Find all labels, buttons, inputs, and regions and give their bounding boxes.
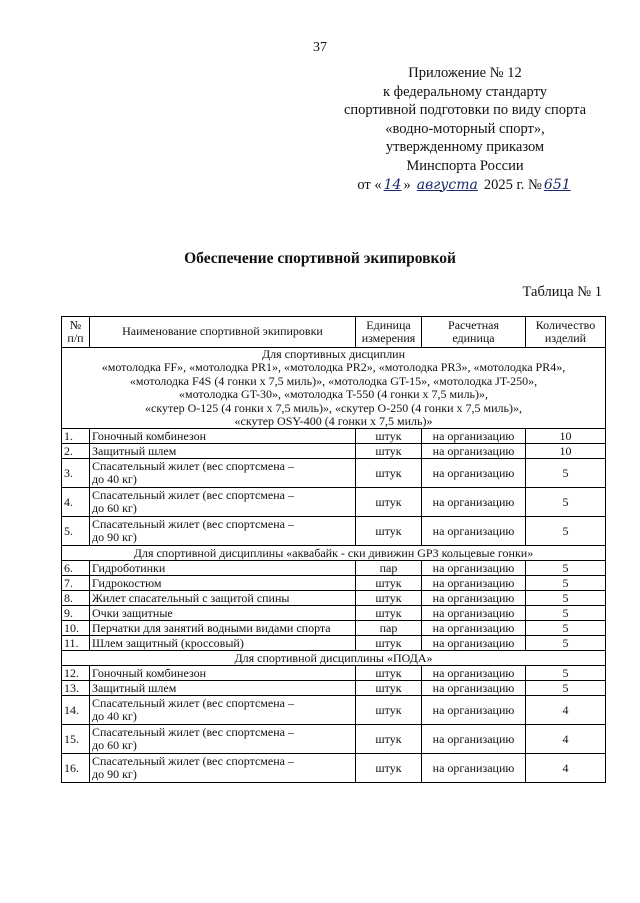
- unit-of-measure: штук: [356, 681, 422, 696]
- equipment-table: [61, 316, 606, 783]
- quantity: 5: [526, 621, 606, 636]
- row-number: 13.: [62, 681, 90, 696]
- section-title: Для спортивных дисциплин «мотолодка FF», «мотолодка PR1», «мотолодка PR2», «мотолодка PR3», «мотолодка PR4», «мотолодка F4S (4 гонки х 7,5 миль)», «мотолодка GT-15», «мотолодка JT-250», «мотолодка GT-30», «мотолодка T-550 (4 гонки х 7,5 миль)», «скутер O-125 (4 гонки х 7,5 миль)», «скутер O-250 (4 гонки х 7,5 миль)», «скутер OSY-400 (4 гонки х 7,5 миль)»: [62, 348, 606, 429]
- quantity: 4: [526, 725, 606, 754]
- table-row: [62, 444, 606, 459]
- equipment-name: Гидрокостюм: [90, 576, 356, 591]
- equipment-name: Шлем защитный (кроссовый): [90, 636, 356, 651]
- table-row: [62, 681, 606, 696]
- header-unit: Единица измерения: [356, 317, 422, 348]
- row-number: 9.: [62, 606, 90, 621]
- calculation-unit: на организацию: [422, 666, 526, 681]
- table-row: [62, 459, 606, 488]
- calculation-unit: на организацию: [422, 696, 526, 725]
- quantity: 5: [526, 606, 606, 621]
- calculation-unit: на организацию: [422, 636, 526, 651]
- row-number: 8.: [62, 591, 90, 606]
- unit-of-measure: штук: [356, 636, 422, 651]
- row-number: 14.: [62, 696, 90, 725]
- equipment-name: Спасательный жилет (вес спортсмена – до 60 кг): [90, 488, 356, 517]
- row-number: 6.: [62, 561, 90, 576]
- section-title: Для спортивной дисциплины «аквабайк - ски дивижин GP3 кольцевые гонки»: [62, 546, 606, 561]
- calculation-unit: на организацию: [422, 591, 526, 606]
- date-year: 2025 г. №: [483, 176, 542, 193]
- table-row: [62, 621, 606, 636]
- quantity: 5: [526, 681, 606, 696]
- unit-of-measure: штук: [356, 725, 422, 754]
- unit-of-measure: штук: [356, 696, 422, 725]
- calculation-unit: на организацию: [422, 429, 526, 444]
- table-row: [62, 754, 606, 783]
- handwritten-order-number: 651: [543, 176, 571, 193]
- order-date-line: [330, 176, 600, 195]
- equipment-name: Спасательный жилет (вес спортсмена – до 90 кг): [90, 754, 356, 783]
- unit-of-measure: штук: [356, 754, 422, 783]
- calculation-unit: на организацию: [422, 621, 526, 636]
- unit-of-measure: штук: [356, 517, 422, 546]
- equipment-name: Гоночный комбинезон: [90, 429, 356, 444]
- unit-of-measure: штук: [356, 429, 422, 444]
- document-title: Обеспечение спортивной экипировкой: [184, 250, 456, 267]
- row-number: 12.: [62, 666, 90, 681]
- row-number: 10.: [62, 621, 90, 636]
- calculation-unit: на организацию: [422, 606, 526, 621]
- equipment-name: Очки защитные: [90, 606, 356, 621]
- row-number: 16.: [62, 754, 90, 783]
- section-row: [62, 546, 606, 561]
- table-row: [62, 636, 606, 651]
- row-number: 11.: [62, 636, 90, 651]
- calculation-unit: на организацию: [422, 725, 526, 754]
- equipment-name: Спасательный жилет (вес спортсмена – до 90 кг): [90, 517, 356, 546]
- equipment-name: Гоночный комбинезон: [90, 666, 356, 681]
- calculation-unit: на организацию: [422, 488, 526, 517]
- quantity: 10: [526, 444, 606, 459]
- equipment-name: Защитный шлем: [90, 444, 356, 459]
- table-row: [62, 666, 606, 681]
- unit-of-measure: штук: [356, 444, 422, 459]
- equipment-name: Спасательный жилет (вес спортсмена – до 40 кг): [90, 696, 356, 725]
- appendix-line: Приложение № 12: [408, 65, 522, 81]
- row-number: 15.: [62, 725, 90, 754]
- row-number: 2.: [62, 444, 90, 459]
- section-row: [62, 348, 606, 429]
- unit-of-measure: штук: [356, 459, 422, 488]
- quantity: 5: [526, 459, 606, 488]
- table-row: [62, 488, 606, 517]
- table-row: [62, 606, 606, 621]
- calculation-unit: на организацию: [422, 517, 526, 546]
- unit-of-measure: штук: [356, 666, 422, 681]
- quantity: 5: [526, 666, 606, 681]
- appendix-line: спортивной подготовки по виду спорта: [343, 102, 587, 119]
- section-row: [62, 651, 606, 666]
- page-number: 37: [313, 40, 327, 55]
- date-prefix: от «: [357, 176, 382, 193]
- equipment-name: Жилет спасательный с защитой спины: [90, 591, 356, 606]
- quantity: 5: [526, 636, 606, 651]
- quantity: 5: [526, 488, 606, 517]
- row-number: 4.: [62, 488, 90, 517]
- appendix-line: Минспорта России: [406, 157, 524, 174]
- table-row: [62, 561, 606, 576]
- unit-of-measure: штук: [356, 576, 422, 591]
- table-label: Таблица № 1: [522, 284, 602, 300]
- table-row: [62, 429, 606, 444]
- table-row: [62, 696, 606, 725]
- row-number: 7.: [62, 576, 90, 591]
- appendix-line: к федеральному стандарту: [383, 83, 547, 100]
- appendix-line: утвержденному приказом: [385, 139, 545, 156]
- row-number: 5.: [62, 517, 90, 546]
- table-header-row: [62, 317, 606, 348]
- equipment-name: Защитный шлем: [90, 681, 356, 696]
- unit-of-measure: штук: [356, 591, 422, 606]
- date-mid: »: [403, 176, 411, 193]
- unit-of-measure: штук: [356, 606, 422, 621]
- calculation-unit: на организацию: [422, 576, 526, 591]
- header-name: Наименование спортивной экипировки: [90, 317, 356, 348]
- calculation-unit: на организацию: [422, 444, 526, 459]
- calculation-unit: на организацию: [422, 754, 526, 783]
- calculation-unit: на организацию: [422, 561, 526, 576]
- unit-of-measure: пар: [356, 621, 422, 636]
- quantity: 5: [526, 561, 606, 576]
- table-row: [62, 576, 606, 591]
- quantity: 4: [526, 754, 606, 783]
- appendix-line: «водно-моторный спорт»,: [385, 120, 545, 137]
- section-title: Для спортивной дисциплины «ПОДА»: [62, 651, 606, 666]
- row-number: 1.: [62, 429, 90, 444]
- quantity: 5: [526, 576, 606, 591]
- quantity: 4: [526, 696, 606, 725]
- equipment-name: Перчатки для занятий водными видами спорта: [90, 621, 356, 636]
- equipment-name: Спасательный жилет (вес спортсмена – до 40 кг): [90, 459, 356, 488]
- handwritten-day: 14: [383, 176, 402, 193]
- handwritten-month: августа: [416, 176, 478, 193]
- table-body: [62, 348, 606, 783]
- unit-of-measure: пар: [356, 561, 422, 576]
- quantity: 5: [526, 591, 606, 606]
- row-number: 3.: [62, 459, 90, 488]
- header-num: № п/п: [62, 317, 90, 348]
- equipment-name: Гидроботинки: [90, 561, 356, 576]
- header-qty: Количество изделий: [526, 317, 606, 348]
- table-row: [62, 591, 606, 606]
- header-base: Расчетная единица: [422, 317, 526, 348]
- table-row: [62, 517, 606, 546]
- quantity: 10: [526, 429, 606, 444]
- appendix-block: [330, 64, 600, 194]
- equipment-name: Спасательный жилет (вес спортсмена – до 60 кг): [90, 725, 356, 754]
- table-row: [62, 725, 606, 754]
- calculation-unit: на организацию: [422, 681, 526, 696]
- unit-of-measure: штук: [356, 488, 422, 517]
- quantity: 5: [526, 517, 606, 546]
- calculation-unit: на организацию: [422, 459, 526, 488]
